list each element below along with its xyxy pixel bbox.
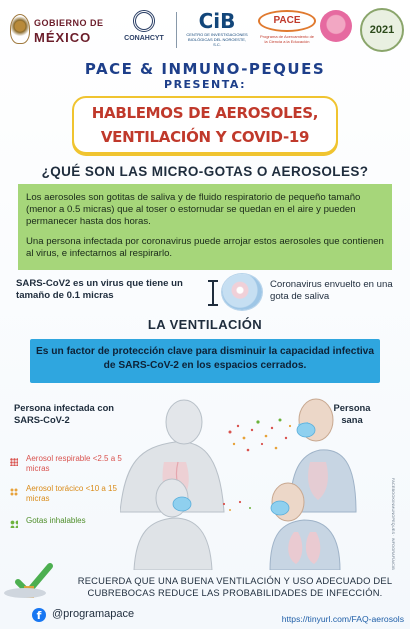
definition-paragraph: Los aerosoles son gotitas de saliva y de fluido respiratorio de pequeño tamaño (menor a 0.5 micras) que al toser o estornudar se quedan en el aire y pueden permanecer hasta dos horas. (26, 192, 361, 227)
stamp-year: 2021 (369, 24, 395, 36)
presenter-line: PACE & INMUNO-PEQUES (84, 60, 326, 78)
infected-person-label: Persona infectada con SARS-CoV-2 (14, 402, 115, 425)
ventilation-heading: LA VENTILACIÓN (147, 317, 263, 332)
facebook-handle-link[interactable]: @programapace (52, 608, 135, 620)
title-line-2: VENTILACIÓN Y COVID-19 (100, 128, 310, 146)
droplet-caption: Coronavirus envuelto en una gota de saliva (270, 279, 393, 302)
logo-row (0, 0, 410, 56)
transmission-illustration (120, 392, 400, 570)
legend-label: Aerosol torácico <10 a 15 micras (26, 484, 117, 503)
ventilation-statement-box (30, 339, 380, 383)
cib-logo-mark: CiB (198, 9, 236, 33)
conahcyt-logo (118, 10, 170, 54)
title-box (72, 96, 338, 154)
ventilation-statement: Es un factor de protección clave para disminuir la capacidad infectiva de SARS-CoV-2 en los espacios cerrados. (36, 346, 374, 371)
inmuno-peques-logo (320, 10, 356, 50)
conahcyt-logo-text: CONAHCYT (124, 35, 164, 42)
cib-logo-text: CENTRO DE INVESTIGACIONES BIOLÓGICAS DEL NOROESTE, S.C. (186, 32, 248, 47)
reminder-text: RECUERDA QUE UNA BUENA VENTILACIÓN Y USO ADECUADO DEL CUBREBOCAS REDUCE LAS PROBABILIDADES DE INFECCIÓN. (77, 575, 393, 598)
facebook-icon[interactable]: f (32, 608, 46, 622)
title-line-1: HABLEMOS DE AEROSOLES, (91, 104, 319, 122)
respirable-aerosol-icon (10, 458, 18, 466)
illustration-credit: FACEBOOK/INMUNOPEQUES · INFOGRAFÍA/CIB (391, 478, 396, 570)
infection-paragraph: Una persona infectada por coronavirus puede arrojar estos aerosoles que contienen al virus, e infectarnos al respirarlo. (26, 236, 384, 259)
healthy-person-label: Persona sana (333, 402, 371, 425)
inhalable-drops-icon (10, 520, 18, 528)
cib-logo (184, 10, 250, 54)
gobierno-logo-line2: MÉXICO (34, 30, 92, 45)
pace-logo-text: Programa de Acercamiento de la Ciencia a la Educación (259, 34, 315, 44)
conahcyt-emblem-icon (133, 10, 155, 32)
aerosols-definition-box (18, 184, 392, 270)
presenta-line: PRESENTA: (164, 78, 246, 91)
inmuno-peques-emblem-icon (320, 10, 352, 42)
aerosol-trace (223, 501, 251, 511)
anniversary-stamp (360, 8, 404, 52)
thoracic-aerosol-icon (10, 488, 18, 496)
gobierno-logo-line1: GOBIERNO DE (34, 18, 104, 28)
pace-logo-mark: PACE (258, 10, 316, 32)
logo-divider (176, 12, 177, 48)
scale-bar-icon (208, 280, 218, 306)
national-emblem-icon (10, 14, 30, 44)
aerosols-question-heading: ¿QUÉ SON LAS MICRO-GOTAS O AEROSOLES? (41, 164, 369, 179)
legend-label: Aerosol respirable <2.5 a 5 micras (26, 454, 122, 473)
gobierno-mexico-logo (10, 10, 110, 50)
legend-label: Gotas inhalables (26, 516, 86, 525)
virus-size-text: SARS-CoV2 es un virus que tiene un tamaño de 0.1 micras (16, 278, 183, 301)
aerosol-cloud (229, 419, 292, 452)
faq-aerosols-link[interactable]: https://tinyurl.com/FAQ-aerosols (281, 614, 404, 624)
virus-droplet-icon (222, 274, 262, 310)
pace-logo (258, 10, 316, 54)
checkmark-shadow (4, 588, 46, 598)
